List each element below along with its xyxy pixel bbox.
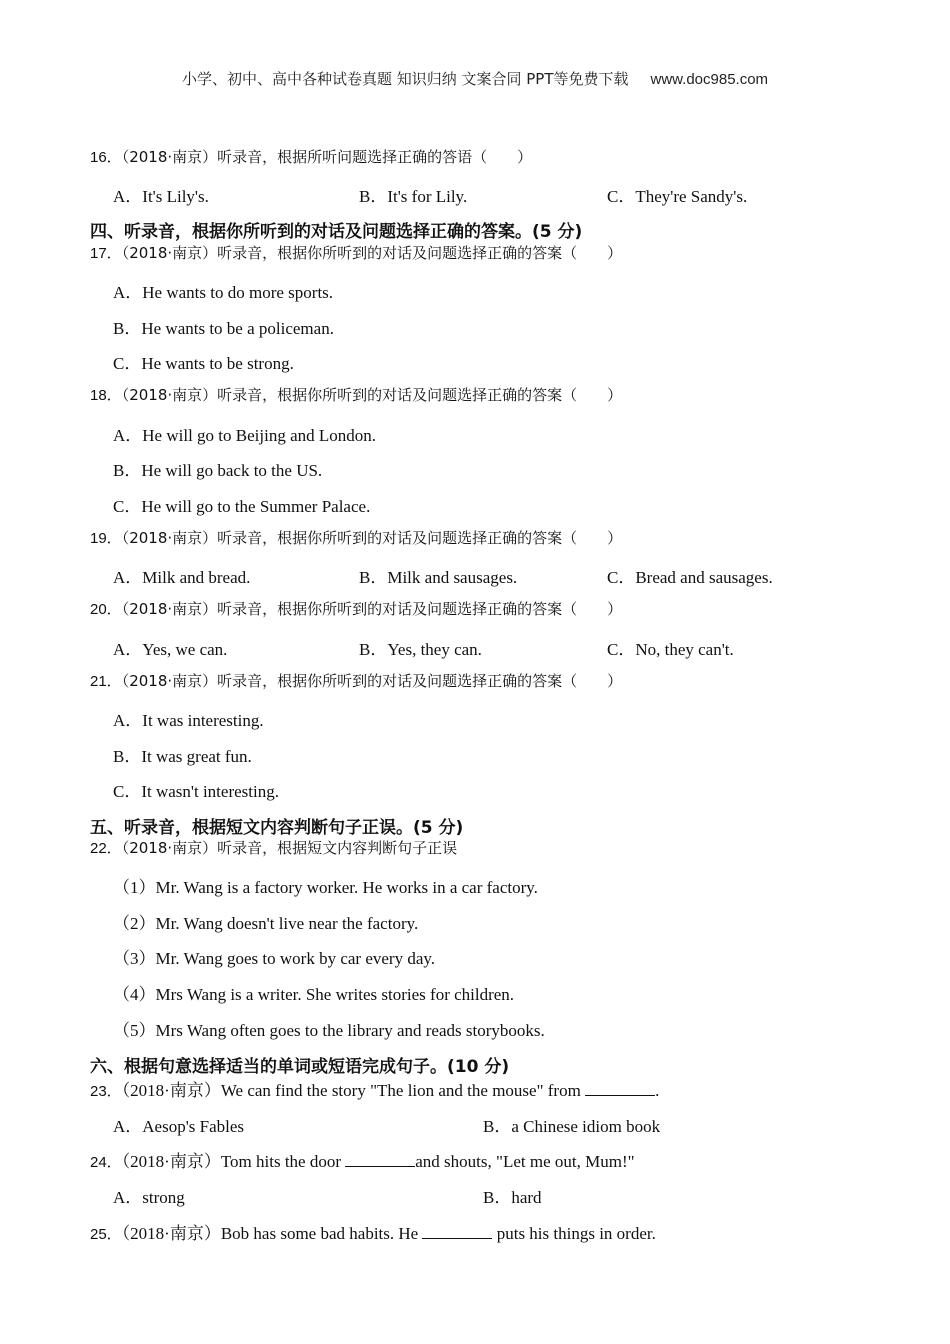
q20-option-a[interactable]: A．Yes, we can. (113, 640, 228, 659)
question-20: 20．（2018·南京）听录音，根据你所听到的对话及问题选择正确的答案（ ） (90, 600, 623, 618)
question-21: 21．（2018·南京）听录音，根据你所听到的对话及问题选择正确的答案（ ） (90, 672, 623, 690)
q17-option-a[interactable]: A．He wants to do more sports. (113, 283, 334, 302)
question-22: 22．（2018·南京）听录音，根据短文内容判断句子正误 (90, 839, 458, 857)
q20-option-b[interactable]: B．Yes, they can. (359, 640, 482, 659)
section-4-heading: 四、听录音，根据你所听到的对话及问题选择正确的答案。(5 分) (90, 222, 583, 242)
question-18: 18．（2018·南京）听录音，根据你所听到的对话及问题选择正确的答案（ ） (90, 386, 623, 404)
question-24: 24．（2018·南京）Tom hits the door and shouts, "Let me out, Mum!" (90, 1152, 635, 1171)
header-text: 小学、初中、高中各种试卷真题 知识归纳 文案合同 PPT等免费下载 (181, 70, 629, 88)
question-19: 19．（2018·南京）听录音，根据你所听到的对话及问题选择正确的答案（ ） (90, 529, 623, 547)
q18-option-a[interactable]: A．He will go to Beijing and London. (113, 426, 377, 445)
question-16: 16．（2018·南京）听录音，根据所听问题选择正确的答语（ ） (90, 148, 533, 166)
q16-option-a[interactable]: A．It's Lily's. (113, 187, 209, 206)
q22-statement-4: （4）Mrs Wang is a writer. She writes stories for children. (113, 985, 515, 1004)
question-23: 23．（2018·南京）We can find the story "The lion and the mouse" from . (90, 1081, 660, 1100)
q19-option-c[interactable]: C．Bread and sausages. (607, 568, 773, 587)
q24-option-b[interactable]: B．hard (483, 1188, 542, 1207)
q21-option-a[interactable]: A．It was interesting. (113, 711, 264, 730)
q16-option-b[interactable]: B．It's for Lily. (359, 187, 468, 206)
q19-option-a[interactable]: A．Milk and bread. (113, 568, 251, 587)
q18-option-c[interactable]: C．He will go to the Summer Palace. (113, 497, 371, 516)
q22-statement-3: （3）Mr. Wang goes to work by car every day. (113, 949, 436, 968)
q22-statement-5: （5）Mrs Wang often goes to the library and reads storybooks. (113, 1021, 545, 1040)
q17-option-b[interactable]: B．He wants to be a policeman. (113, 319, 334, 338)
q16-option-c[interactable]: C．They're Sandy's. (607, 187, 748, 206)
q18-option-b[interactable]: B．He will go back to the US. (113, 461, 323, 480)
header-site[interactable]: www.doc985.com (650, 71, 769, 88)
q21-option-c[interactable]: C．It wasn't interesting. (113, 782, 279, 801)
q21-option-b[interactable]: B．It was great fun. (113, 747, 252, 766)
answer-blank[interactable] (345, 1154, 415, 1167)
q20-option-c[interactable]: C．No, they can't. (607, 640, 734, 659)
q19-option-b[interactable]: B．Milk and sausages. (359, 568, 518, 587)
q17-option-c[interactable]: C．He wants to be strong. (113, 354, 294, 373)
q22-statement-2: （2）Mr. Wang doesn't live near the factory. (113, 914, 419, 933)
answer-blank[interactable] (585, 1083, 655, 1096)
question-17: 17．（2018·南京）听录音，根据你所听到的对话及问题选择正确的答案（ ） (90, 244, 623, 262)
q24-option-a[interactable]: A．strong (113, 1188, 185, 1207)
section-5-heading: 五、听录音，根据短文内容判断句子正误。(5 分) (90, 818, 464, 838)
page-header (0, 68, 950, 89)
q22-statement-1: （1）Mr. Wang is a factory worker. He works in a car factory. (113, 878, 538, 897)
question-25: 25．（2018·南京）Bob has some bad habits. He puts his things in order. (90, 1224, 656, 1243)
q23-option-a[interactable]: A．Aesop's Fables (113, 1117, 245, 1136)
answer-blank[interactable] (422, 1226, 492, 1239)
section-6-heading: 六、根据句意选择适当的单词或短语完成句子。(10 分) (90, 1057, 510, 1077)
q23-option-b[interactable]: B．a Chinese idiom book (483, 1117, 661, 1136)
